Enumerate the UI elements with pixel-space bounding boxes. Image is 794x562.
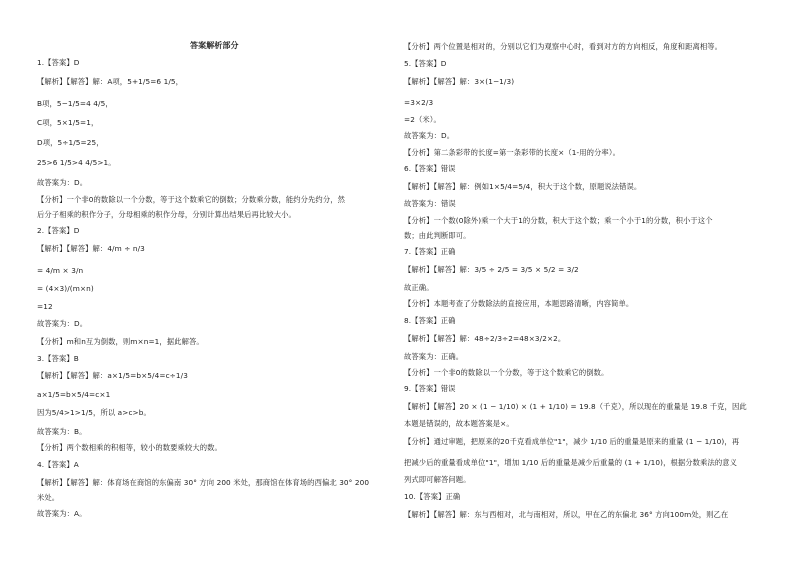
text-line: 故正确。 [404, 283, 434, 292]
text-line: 【解析】【解答】解：A项，5+1/5=6 1/5， [37, 77, 184, 86]
text-line: 6.【答案】错误 [404, 164, 456, 173]
text-line: 25>6 1/5>4 4/5>1。 [37, 158, 116, 167]
text-line: =12 [37, 302, 53, 311]
text-line: 【解析】【解答】解：48÷2/3÷2=48×3/2×2。 [404, 334, 566, 343]
text-line: a×1/5=b×5/4=c×1 [37, 390, 111, 399]
text-line: 3.【答案】B [37, 354, 79, 363]
text-line: 【分析】通过审题，把原来的20千克看成单位"1"，减少 1/10 后的重量是原来的重量 (1 − 1/10)，再 [404, 437, 740, 446]
text-line: 【解析】【解答】解：4/m ÷ n/3 [37, 244, 145, 253]
text-line: 【分析】两个数相乘的积相等，较小的数要乘较大的数。 [37, 443, 222, 452]
text-line: 2.【答案】D [37, 226, 80, 235]
text-line: 【解析】【解答】20 × (1 − 1/10) × (1 + 1/10) = 19.8（千克），所以现在的重量是 19.8 千克，因此 [404, 402, 747, 411]
text-line: = (4×3)/(m×n) [37, 284, 94, 293]
text-line: 【分析】一个非0的数除以一个分数，等于这个数乘它的倒数；分数乘分数，能约分先约分，然 [37, 195, 346, 204]
text-line: 1.【答案】D [37, 58, 80, 67]
text-line: 7.【答案】正确 [404, 247, 456, 256]
text-line: 米处。 [37, 493, 60, 502]
text-line: 故答案为：B。 [37, 427, 87, 436]
text-line: 【分析】一个非0的数除以一个分数，等于这个数乘它的倒数。 [404, 368, 609, 377]
text-line: 故答案为：D。 [37, 319, 88, 328]
text-line: 故答案为：A。 [37, 509, 87, 518]
text-line: 故答案为：正确。 [404, 352, 464, 361]
text-line: 9.【答案】错误 [404, 384, 456, 393]
text-line: 【解析】【解答】解：a×1/5=b×5/4=c÷1/3 [37, 371, 188, 380]
text-line: 数；由此判断即可。 [404, 231, 471, 240]
text-line: 【分析】m和n互为倒数，则m×n=1，据此解答。 [37, 337, 204, 346]
text-line: 故答案为：D。 [404, 131, 455, 140]
text-line: 【解析】【解答】解：东与西相对，北与南相对，所以，甲在乙的东偏北 36° 方向100m处，则乙在 [404, 510, 729, 519]
text-line: 后分子相乘的积作分子，分母相乘的积作分母，分别计算出结果后再比较大小。 [37, 210, 296, 219]
page-title: 答案解析部分 [190, 41, 239, 50]
text-line: B项，5−1/5=4 4/5， [37, 99, 113, 108]
text-line: 列式即可解答问题。 [404, 475, 471, 484]
text-line: 4.【答案】A [37, 460, 79, 469]
text-line: 【解析】【解答】解：3×(1−1/3) [404, 77, 515, 86]
text-line: 因为5/4>1>1/5，所以 a>c>b。 [37, 408, 151, 417]
text-line: =3×2/3 [404, 98, 434, 107]
text-line: 【分析】第二条彩带的长度=第一条彩带的长度×（1-用的分率）。 [404, 148, 620, 157]
text-line: = 4/m × 3/n [37, 266, 84, 275]
text-line: D项，5÷1/5=25， [37, 138, 104, 147]
text-line: 本题是错误的，故本题答案是×。 [404, 419, 514, 428]
text-line: 故答案为：D。 [37, 178, 88, 187]
text-line: 【分析】本题考查了分数除法的直接应用，本题思路清晰，内容简单。 [404, 299, 634, 308]
text-line: 【分析】两个位置是相对的，分别以它们为观察中心时，看到对方的方向相反，角度和距离相等。 [404, 42, 723, 51]
text-line: C项，5×1/5=1， [37, 118, 99, 127]
text-line: 8.【答案】正确 [404, 316, 456, 325]
text-line: 把减少后的重量看成单位"1"，增加 1/10 后的重量是减少后重量的 (1 + 1/10)，根据分数乘法的意义 [404, 458, 738, 467]
text-line: 【分析】一个数(0除外)乘一个大于1的分数，积大于这个数；乘一个小于1的分数，积小于这个 [404, 216, 713, 225]
text-line: 故答案为：错误 [404, 199, 456, 208]
text-line: 【解析】【解答】解：3/5 ÷ 2/5 = 3/5 × 5/2 = 3/2 [404, 265, 579, 274]
text-line: =2（米）。 [404, 115, 441, 124]
text-line: 【解析】【解答】解：例如1×5/4=5/4，积大于这个数，原题说法错误。 [404, 182, 642, 191]
text-line: 10.【答案】正确 [404, 492, 461, 501]
text-line: 【解析】【解答】解：体育场在商馆的东偏南 30° 方向 200 米处，那商馆在体育场的西偏北 30° 200 [37, 478, 370, 487]
text-line: 5.【答案】D [404, 59, 447, 68]
